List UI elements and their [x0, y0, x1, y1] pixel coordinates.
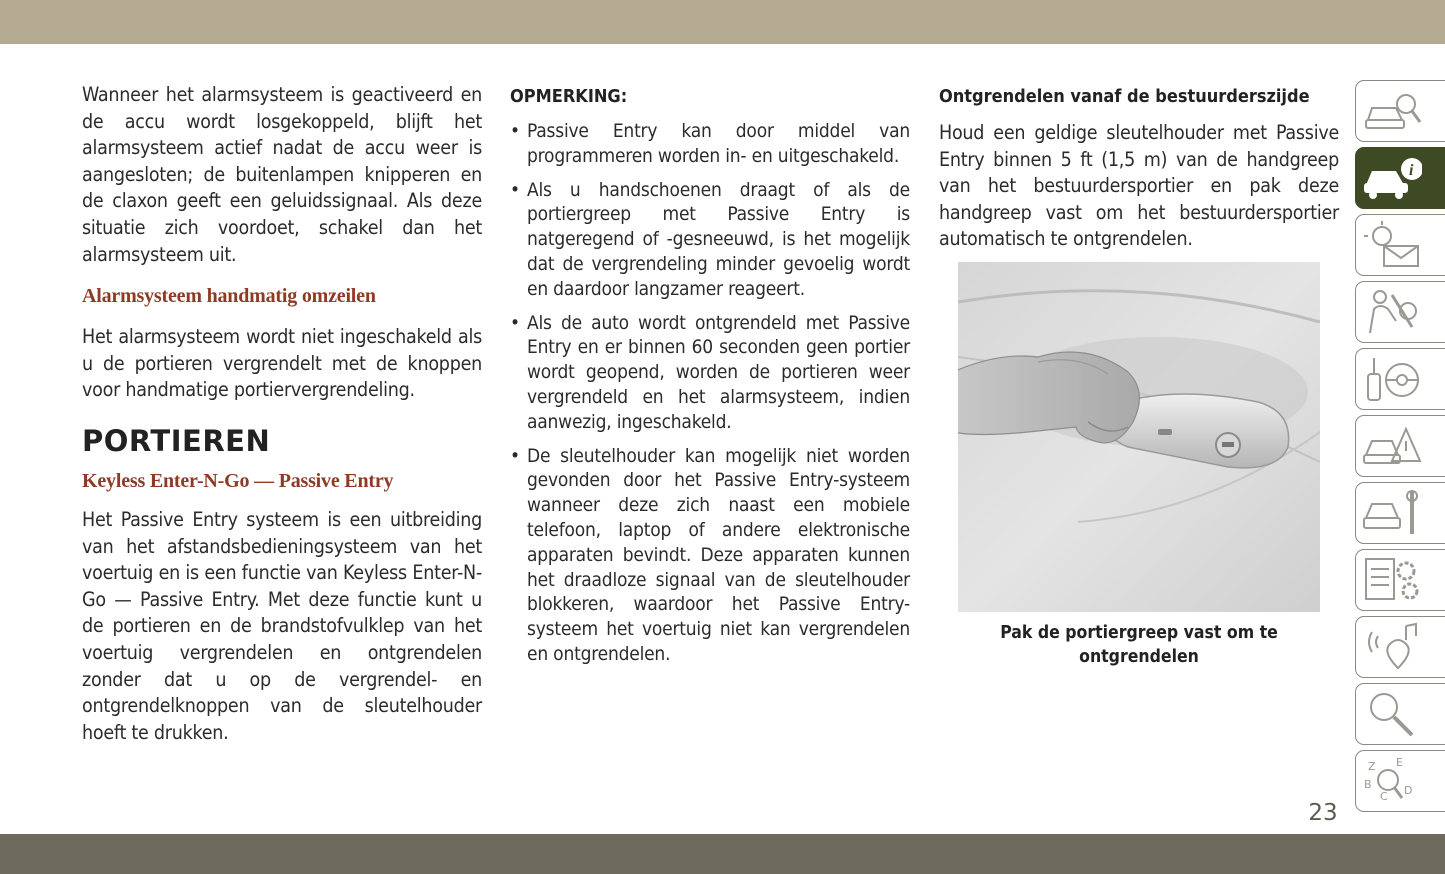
- photo-caption: [958, 622, 1320, 669]
- note-title: OPMERKING:: [510, 86, 628, 107]
- svg-text:B: B: [1364, 778, 1372, 791]
- tab-multimedia[interactable]: [1355, 616, 1445, 678]
- footer-bar: [0, 834, 1445, 874]
- multimedia-icon: [1362, 622, 1422, 672]
- key-steering-wheel-icon: [1362, 354, 1422, 404]
- subheading-keyless: Keyless Enter-N-Go — Passive Entry: [82, 469, 394, 492]
- car-hazard-icon: [1362, 421, 1422, 471]
- tab-alphabet-index[interactable]: [1355, 750, 1445, 812]
- alarm-paragraph: Wanneer het alarmsysteem is geactiveerd en de accu wordt losgekoppeld, blijft het alarmsysteem actief nadat de accu weer is aangesloten; de buitenlampen knipperen en de claxon geeft een geluidssignaal. Als deze situatie zich voordoet, schakel dan het alarmsysteem uit.: [82, 83, 482, 266]
- car-info-icon: [1362, 153, 1422, 203]
- alarm-bypass-paragraph: Het alarmsysteem wordt niet ingeschakeld als u de portieren vergrendelt met de knoppen voor handmatige portiervergrendeling.: [82, 325, 482, 402]
- tab-safety[interactable]: [1355, 281, 1445, 343]
- driver-unlock-paragraph: Houd een geldige sleutelhouder met Passive Entry binnen 5 ft (1,5 m) van de handgreep van het bestuurdersportier en pak deze handgreep vast om het bestuurdersportier automatisch te ontgrendelen.: [939, 121, 1339, 251]
- svg-text:Z: Z: [1368, 760, 1376, 773]
- warning-light-message-icon: [1362, 220, 1422, 270]
- tab-car-search[interactable]: [1355, 80, 1445, 142]
- svg-text:C: C: [1380, 790, 1388, 803]
- alphabet-index-icon: [1362, 756, 1422, 806]
- section-title: PORTIEREN: [82, 423, 271, 458]
- caption-line-2: ontgrendelen: [1079, 646, 1199, 667]
- car-service-icon: [1362, 488, 1422, 538]
- page-number: 23: [1308, 800, 1338, 826]
- list-item: • Als de auto wordt ontgrendeld met Passive Entry en er binnen 60 seconden geen portier wordt geopend, worden de portieren weer vergrendeld en het alarmsysteem, indien aanwezig, ingeschakeld.: [510, 311, 910, 435]
- note-list: [510, 119, 910, 667]
- tab-car-info[interactable]: [1355, 147, 1445, 209]
- subheading-alarm-bypass: Alarmsysteem handmatig omzeilen: [82, 285, 376, 308]
- list-item: • Passive Entry kan door middel van programmeren worden in- en uitgeschakeld.: [510, 119, 910, 169]
- specifications-gears-icon: [1362, 555, 1422, 605]
- tab-specifications[interactable]: [1355, 549, 1445, 611]
- list-item: • Als u handschoenen draagt of als de portiergreep met Passive Entry is natgeregend of -gesneeuwd, is het mogelijk dat de vergrendeling minder gevoelig wordt en daardoor langzamer reageert.: [510, 178, 910, 302]
- svg-text:i: i: [1409, 162, 1414, 179]
- airbag-safety-icon: [1362, 287, 1422, 337]
- tab-index-search[interactable]: [1355, 683, 1445, 745]
- header-bar: [0, 0, 1445, 44]
- door-handle-photo: [958, 262, 1320, 612]
- passive-entry-paragraph: Het Passive Entry systeem is een uitbreiding van het afstandsbedieningsysteem van het voertuig en is een functie van Keyless Enter-N-Go — Passive Entry. Met deze functie kunt u de portieren en de brandstofvulklep van het voertuig vergrendelen en ontgrendelen zonder dat u op de vergrendel- en ontgrendelknoppen van de sleutelhouder hoeft te drukken.: [82, 507, 482, 744]
- subheading-driver-unlock: Ontgrendelen vanaf de bestuurderszijde: [939, 86, 1310, 107]
- column-right: [939, 86, 1339, 253]
- list-item: • De sleutelhouder kan mogelijk niet worden gevonden door het Passive Entry-systeem wanneer deze zich naast een mobiele telefoon, laptop of andere elektronische apparaten bevindt. Deze apparaten kunnen het draadloze signaal van de sleutelhouder blokkeren, waardoor het Passive Entry-systeem het voertuig niet kan vergrendelen en ontgrendelen.: [510, 444, 910, 667]
- tab-emergency[interactable]: [1355, 415, 1445, 477]
- svg-text:E: E: [1396, 756, 1403, 769]
- column-middle: [510, 86, 910, 676]
- tab-servicing[interactable]: [1355, 482, 1445, 544]
- search-index-icon: [1362, 689, 1422, 739]
- caption-line-1: Pak de portiergreep vast om te: [1000, 623, 1278, 643]
- tab-warning-lights[interactable]: [1355, 214, 1445, 276]
- car-search-icon: [1362, 86, 1422, 136]
- tab-starting-operating[interactable]: [1355, 348, 1445, 410]
- column-left: [82, 82, 482, 746]
- svg-text:D: D: [1404, 784, 1413, 797]
